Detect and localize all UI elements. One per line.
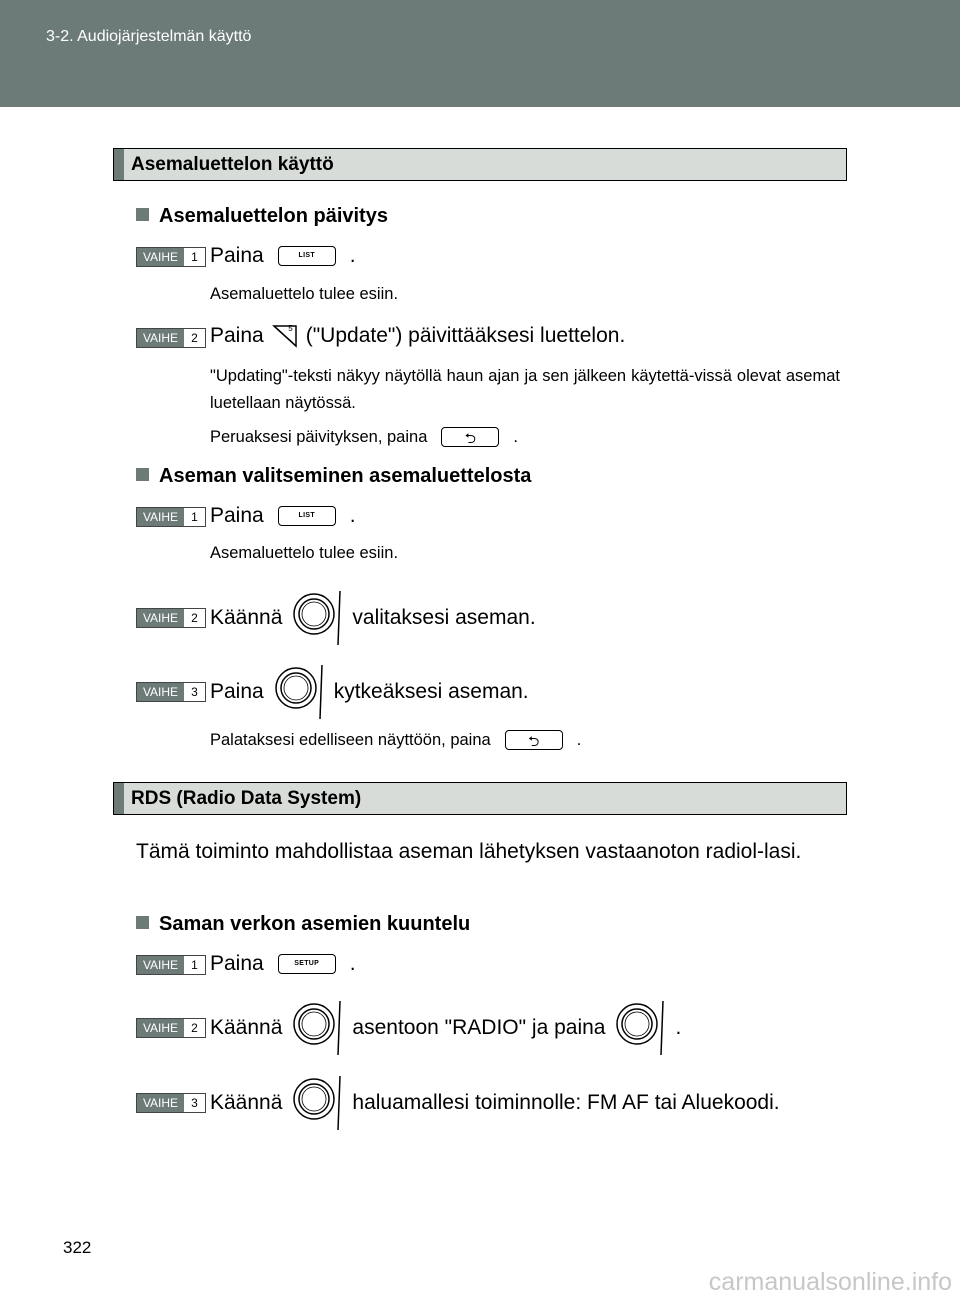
step-badge-label: VAIHE (137, 1019, 184, 1037)
rds-intro: Tämä toiminto mahdollistaa aseman lähetyksen vastaanoton radiol-lasi. (136, 840, 802, 863)
knob-icon (290, 589, 344, 647)
preset-button-label: 5 (288, 324, 293, 333)
step-text-post: kytkeäksesi aseman. (333, 680, 529, 703)
step-badge-label: VAIHE (137, 609, 184, 627)
back-icon (441, 427, 499, 447)
step-badge-label: VAIHE (137, 1094, 184, 1112)
step-text-post: . (675, 1016, 682, 1039)
square-bullet-icon (136, 208, 149, 221)
back-icon-glyph: ⮌ (464, 430, 476, 446)
subheading-same-network (136, 913, 470, 936)
step-number: 2 (184, 329, 205, 347)
step-text (210, 589, 536, 647)
note-text-pre: Palataksesi edelliseen näyttöön, paina (210, 730, 491, 749)
step-badge-label: VAIHE (137, 956, 184, 974)
watermark: carmanualsonline.info (708, 1268, 952, 1296)
knob-icon (290, 1074, 344, 1132)
note-text-pre: Peruaksesi päivityksen, paina (210, 427, 428, 446)
step-text-pre: Paina (210, 680, 264, 703)
step-text (210, 244, 356, 268)
step-text-post: . (349, 504, 356, 527)
step-note (210, 730, 581, 750)
list-button-icon (278, 246, 336, 266)
subheading-text: Saman verkon asemien kuuntelu (159, 913, 471, 935)
step-number: 1 (184, 508, 205, 526)
step-text-pre: Paina (210, 504, 264, 527)
preset-button-icon (272, 324, 298, 348)
step-number: 1 (184, 248, 205, 266)
step-text-pre: Käännä (210, 1016, 283, 1039)
step-text-post: . (349, 244, 356, 267)
section-title: Asemaluettelon käyttö (131, 154, 334, 175)
note-text-post: . (576, 730, 582, 749)
knob-icon (290, 999, 344, 1057)
step-note: Asemaluettelo tulee esiin. (210, 544, 399, 562)
subheading-text: Aseman valitseminen asemaluettelosta (159, 465, 532, 487)
step-badge-label: VAIHE (137, 329, 184, 347)
step-text (210, 1074, 780, 1132)
step-badge-label: VAIHE (137, 248, 184, 266)
square-bullet-icon (136, 916, 149, 929)
back-icon (505, 730, 563, 750)
section-title: RDS (Radio Data System) (131, 788, 362, 809)
square-bullet-icon (136, 468, 149, 481)
step-text-pre: Paina (210, 324, 264, 347)
section-header-rds (113, 782, 847, 815)
list-button-label: LIST (298, 512, 315, 519)
subheading-text: Asemaluettelon päivitys (159, 205, 388, 227)
back-icon-glyph: ⮌ (528, 733, 540, 749)
step-text-post: haluamallesi toiminnolle: FM AF tai Aluekoodi. (352, 1091, 780, 1114)
step-text (210, 999, 681, 1057)
subheading-select (136, 465, 531, 488)
knob-icon (272, 663, 326, 721)
section-path: 3-2. Audiojärjestelmän käyttö (46, 28, 252, 45)
step-note (210, 427, 518, 447)
step-text-post: ("Update") päivittääksesi luettelon. (305, 324, 626, 347)
step-text-post: valitaksesi aseman. (352, 606, 536, 629)
step-text-post: . (349, 952, 356, 975)
section-header-accent (114, 783, 124, 814)
step-text-pre: Käännä (210, 1091, 283, 1114)
section-header-station-list (113, 148, 847, 181)
step-text-pre: Paina (210, 952, 264, 975)
step-text-mid: asentoon "RADIO" ja paina (352, 1016, 606, 1039)
step-note: Asemaluettelo tulee esiin. (210, 285, 399, 303)
step-number: 1 (184, 956, 205, 974)
list-button-icon (278, 506, 336, 526)
step-badge-label: VAIHE (137, 683, 184, 701)
step-number: 2 (184, 1019, 205, 1037)
step-note: "Updating"-teksti näkyy näytöllä haun ajan ja sen jälkeen käytettä-vissä olevat asemat luetellaan näytössä. (210, 367, 840, 412)
page-number: 322 (63, 1238, 92, 1257)
section-header-accent (114, 149, 124, 180)
step-text (210, 504, 356, 528)
step-text-pre: Käännä (210, 606, 283, 629)
header-bar (0, 0, 960, 107)
step-number: 3 (184, 683, 205, 701)
step-number: 3 (184, 1094, 205, 1112)
step-text (210, 663, 529, 721)
subheading-update (136, 205, 388, 228)
step-badge-label: VAIHE (137, 508, 184, 526)
setup-button-icon (278, 954, 336, 974)
step-text-pre: Paina (210, 244, 264, 267)
knob-icon (613, 999, 667, 1057)
list-button-label: LIST (298, 252, 315, 259)
step-number: 2 (184, 609, 205, 627)
step-text (210, 324, 625, 348)
note-text-post: . (513, 427, 518, 446)
step-text (210, 952, 356, 976)
setup-button-label: SETUP (294, 960, 320, 967)
